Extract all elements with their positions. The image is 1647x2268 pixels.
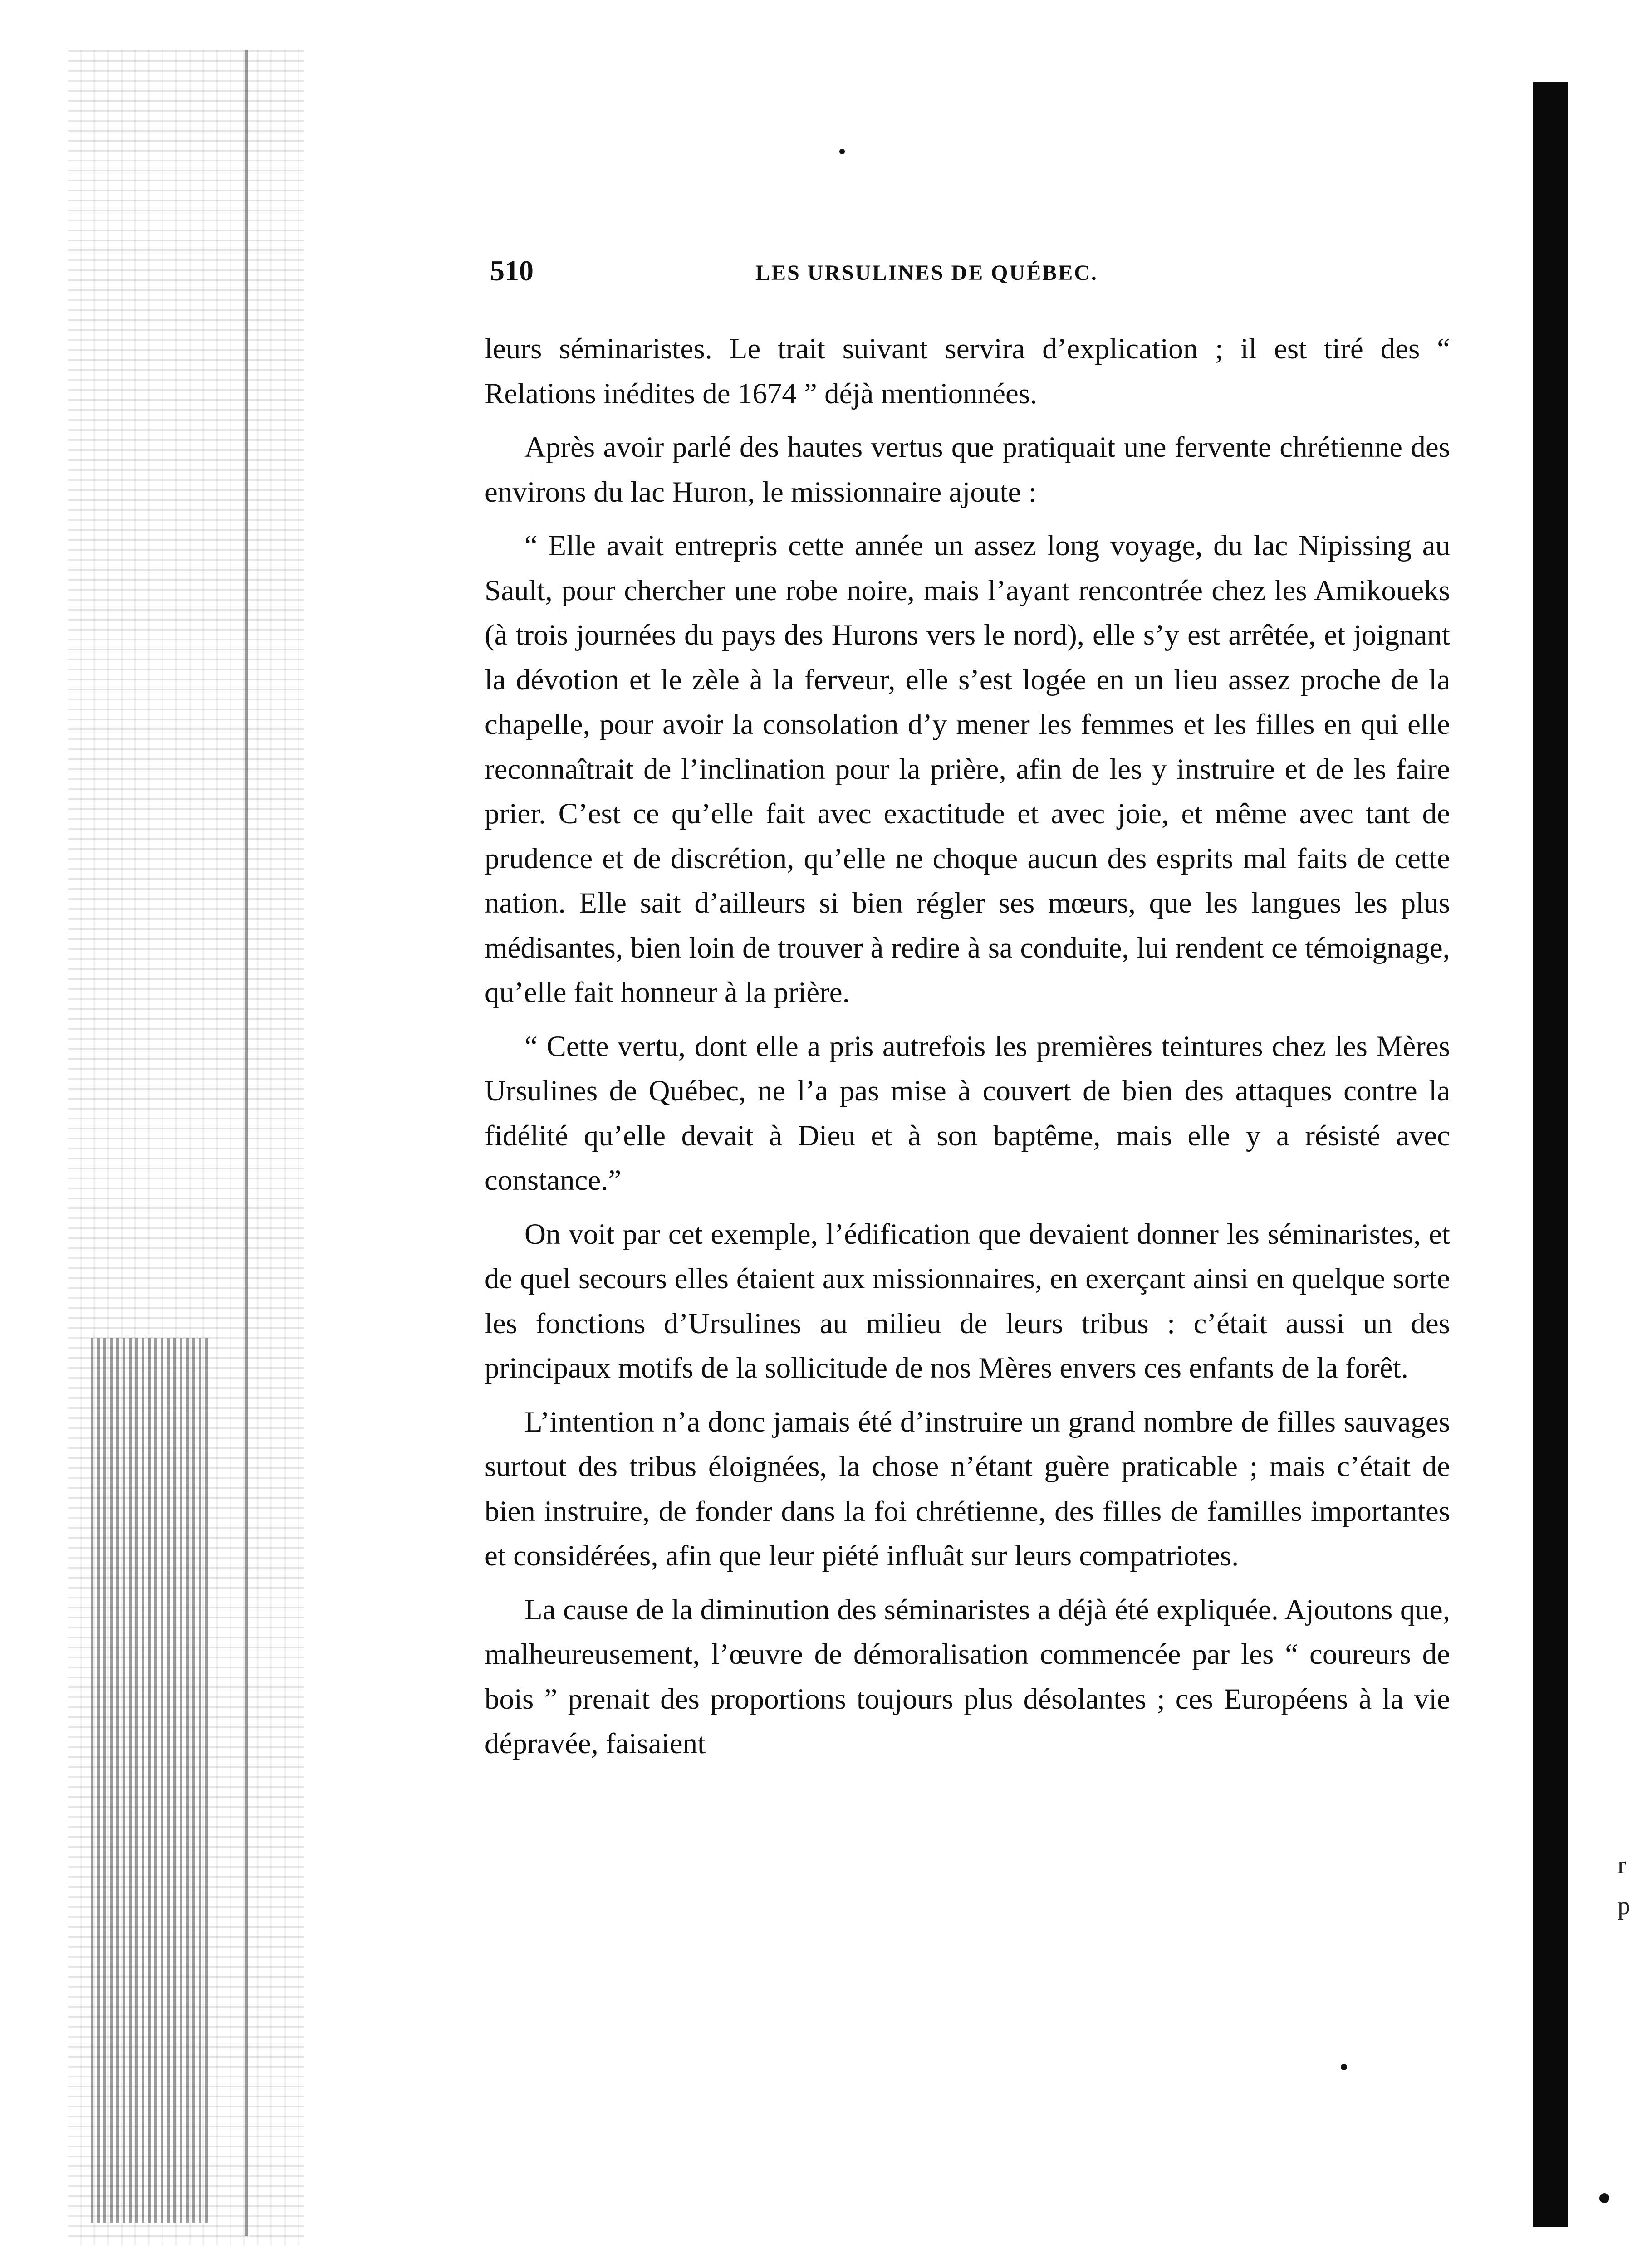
body-text xyxy=(485,327,1450,1775)
quoted-paragraph: “ Elle avait entrepris cette année un assez long voyage, du lac Nipissing au Sault, pour chercher une robe noire, mais l’ayant rencontrée chez les Amikoueks (à trois journées du pays des Hurons vers le nord), elle s’y est arrêtée, et joignant la dévotion et le zèle à la ferveur, elle s’est logée en un lieu assez proche de la chapelle, pour avoir la consolation d’y mener les femmes et les filles en qui elle reconnaîtrait de l’inclination pour la prière, afin de les y instruire et de les faire prier. C’est ce qu’elle fait avec exactitude et avec joie, et même avec tant de prudence et de discrétion, qu’elle ne choque aucun des esprits mal faits de cette nation. Elle sait d’ailleurs si bien régler ses mœurs, que les langues les plus médisantes, bien loin de trouver à redire à sa conduite, lui rendent ce témoignage, qu’elle fait honneur à la prière. xyxy=(485,529,1450,1009)
paragraph: Après avoir parlé des hautes vertus que pratiquait une fervente chrétienne des environs du lac Huron, le missionnaire ajoute : xyxy=(485,431,1450,508)
paragraph: On voit par cet exemple, l’édification que devaient donner les séminaristes, et de quel secours elles étaient aux missionnaires, en exerçant ainsi en quelque sorte les fonctions d’Ursulines au milieu de leurs tribus : c’était aussi un des principaux motifs de la sollicitude de nos Mères envers ces enfants de la forêt. xyxy=(485,1217,1450,1384)
running-head: LES URSULINES DE QUÉBEC. xyxy=(755,261,1098,285)
scan-right-edge-bar xyxy=(1533,82,1568,2227)
paragraph: L’intention n’a donc jamais été d’instruire un grand nombre de filles sauvages surtout des tribus éloignées, la chose n’étant guère praticable ; mais c’était de bien instruire, de fonder dans la foi chrétienne, des filles de familles importantes et considérées, afin que leur piété influât sur leurs compatriotes. xyxy=(485,1405,1450,1572)
page-header xyxy=(490,254,1447,295)
scan-gutter-noise xyxy=(91,1338,209,2223)
page-number: 510 xyxy=(490,254,534,287)
paragraph: leurs séminaristes. Le trait suivant servira d’explication ; il est tiré des “ Relations inédites de 1674 ” déjà mentionnées. xyxy=(485,332,1450,410)
next-page-edge-glyph: r xyxy=(1618,1851,1626,1879)
scan-speck xyxy=(1599,2193,1609,2203)
scan-speck xyxy=(1341,2064,1347,2070)
scan-speck xyxy=(839,149,845,154)
binding-edge-line xyxy=(245,50,248,2236)
paragraph: La cause de la diminution des séminaristes a déjà été expliquée. Ajoutons que, malheureusement, l’œuvre de démoralisation commencée par les “ coureurs de bois ” prenait des proportions toujours plus désolantes ; ces Européens à la vie dépravée, faisaient xyxy=(485,1593,1450,1760)
quoted-paragraph: “ Cette vertu, dont elle a pris autrefois les premières teintures chez les Mères Ursulines de Québec, ne l’a pas mise à couvert de bien des attaques contre la fidélité qu’elle devait à Dieu et à son baptême, mais elle y a résisté avec constance.” xyxy=(485,1030,1450,1197)
next-page-edge-glyph: p xyxy=(1618,1892,1630,1920)
